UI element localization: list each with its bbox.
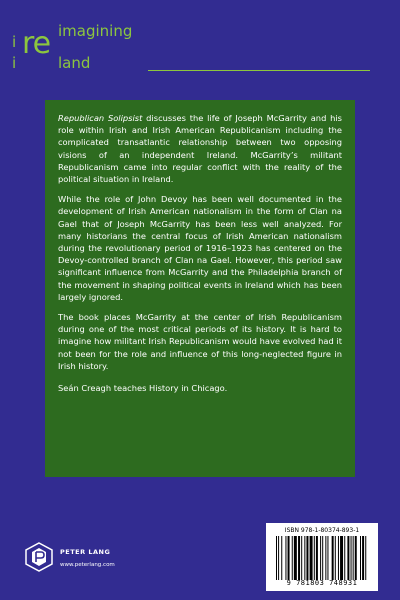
barcode-bar <box>306 536 308 580</box>
barcode-bar <box>351 536 352 580</box>
barcode-bar <box>310 536 313 580</box>
barcode-bar <box>344 536 345 580</box>
publisher-mark-icon <box>22 540 56 574</box>
barcode-bar <box>355 536 357 580</box>
barcode-bar <box>278 536 279 580</box>
barcode-bar <box>301 536 302 580</box>
barcode-bar <box>365 536 366 580</box>
barcode-bar <box>316 536 318 580</box>
series-logo-re: re <box>22 26 51 61</box>
series-logo-prefix-1: i <box>12 33 17 51</box>
publisher-url: www.peterlang.com <box>60 562 115 568</box>
barcode-bar <box>298 536 300 580</box>
barcode-bar <box>338 536 339 580</box>
barcode-bar <box>288 536 290 580</box>
barcode-bar <box>325 536 326 580</box>
series-logo-rule <box>148 70 370 71</box>
publisher-logo <box>22 540 152 575</box>
barcode-bar <box>332 536 334 580</box>
barcode-bar <box>353 536 354 580</box>
barcode-bar <box>320 536 321 580</box>
blurb-paragraph-1 <box>58 112 342 185</box>
blurb-paragraph-3: The book places McGarrity at the center of Irish Republicanism during one of the most critical periods of its history. It is hard to imagine how militant Irish Republicanism would have evolved had it not been for the role and influence of this long-neglected figure in Irish history. <box>58 312 342 371</box>
series-logo-prefix-2: i <box>12 54 17 72</box>
series-logo-word-imagining: imagining <box>58 22 133 40</box>
barcode-bar <box>276 536 277 580</box>
barcode-bar <box>340 536 343 580</box>
barcode-bar <box>347 536 349 580</box>
barcode-digits: 9 781803 748931 <box>286 579 358 587</box>
blurb-paragraph-2: While the role of John Devoy has been well documented in the development of Irish American nationalism in the form of Clan na Gael that of Joseph McGarrity has been less well analyzed. For many historians the central focus of Irish American nationalism during the revolutionary period of 1916–1923 has centered on the Devoy-controlled branch of Clan na Gael. However, this period saw significant influence from McGarrity and the Philadelphia branch of the movement in shaping political events in Ireland which has been largely ignored. <box>58 194 342 302</box>
publisher-name: PETER LANG <box>60 548 111 556</box>
series-logo <box>10 22 370 74</box>
barcode-bar <box>281 536 282 580</box>
barcode-bar <box>322 536 323 580</box>
blurb-paragraph-1-text: discusses the life of Joseph McGarrity and his role within Irish and Irish American Republicanism including the complicated transatlantic relationship between two opposing visions of an independent Ireland. McGarrity’s militant Republicanism came into regular conflict with the reality of the political situation in Ireland. <box>58 113 342 185</box>
barcode-box <box>266 523 378 591</box>
barcode-bar <box>362 536 364 580</box>
barcode-bar <box>327 536 328 580</box>
barcode-bar <box>304 536 305 580</box>
blurb-panel <box>45 100 355 477</box>
series-logo-word-land: land <box>58 54 91 72</box>
barcode-bar <box>292 536 293 580</box>
barcode-bar <box>285 536 286 580</box>
book-title: Republican Solipsist <box>58 113 143 123</box>
author-note: Seán Creagh teaches History in Chicago. <box>58 383 228 394</box>
barcode-bar <box>360 536 361 580</box>
isbn-text: ISBN 978-1-80374-893-1 <box>284 527 360 534</box>
barcode-icon <box>276 536 370 580</box>
barcode-bar <box>294 536 297 580</box>
barcode-bar <box>314 536 315 580</box>
barcode-bar <box>335 536 336 580</box>
